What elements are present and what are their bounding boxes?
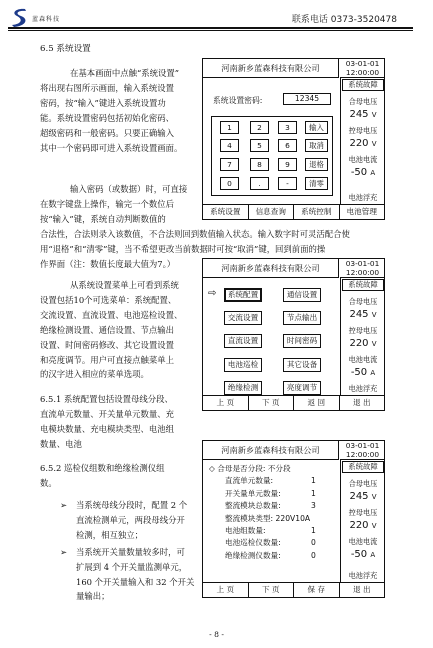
- bullet-list: [60, 498, 200, 604]
- text-line: 作界面（注：数值长度最大值为7。）: [40, 258, 176, 269]
- battery-current-label: 电池电流: [348, 155, 378, 164]
- key-2[interactable]: 2: [250, 121, 269, 134]
- config-row-switch-units[interactable]: 开关量单元数量: 1: [225, 488, 316, 498]
- key-0[interactable]: 0: [220, 177, 239, 190]
- text-line: 绝缘检测设置、通信设置、节点输出: [40, 324, 174, 335]
- config-row-dc-units[interactable]: 直流单元数量: 1: [225, 476, 316, 486]
- subsection-title: 6.5.2 巡检仪组数和绝缘检测仪组: [40, 463, 165, 473]
- text-line: 当系统母线分段时，配置 2 个: [76, 500, 188, 510]
- footer-save[interactable]: 保 存: [294, 583, 340, 597]
- company-logo-icon: [8, 6, 30, 28]
- paragraph-menu: [40, 278, 200, 382]
- text-line: 从系统设置菜单上可看到系统: [70, 280, 179, 290]
- km-voltage-value: 220 V: [349, 520, 377, 531]
- status-panel: [340, 460, 385, 582]
- footer-exit[interactable]: 退 出: [352, 398, 371, 407]
- section-title: 6.5 系统设置: [40, 44, 91, 54]
- text-line: 的汉字进入相应的菜单选项。: [40, 369, 149, 380]
- text-line: 设置包括10个可选菜单：系统配置、: [40, 294, 177, 305]
- screen-footer: [203, 395, 384, 410]
- time-display: 12:00:00: [345, 449, 380, 459]
- time-display: 12:00:00: [345, 267, 380, 277]
- key-9[interactable]: 9: [278, 158, 297, 171]
- footer-exit[interactable]: 退 出: [352, 585, 371, 594]
- menu-battery-inspect[interactable]: 电池巡检: [224, 358, 262, 372]
- battery-current-value: -50 A: [350, 367, 376, 378]
- key-enter[interactable]: 输入: [305, 121, 328, 134]
- text-line: 密码，按“输入”键进入系统设置功: [40, 97, 166, 108]
- key-4[interactable]: 4: [220, 139, 239, 152]
- km-voltage-value: 220 V: [349, 138, 377, 149]
- fault-indicator[interactable]: 系统故障: [342, 279, 384, 291]
- text-line: 设置、时间密码修改、其它设置设置: [40, 339, 174, 350]
- km-voltage-value: 220 V: [349, 338, 377, 349]
- hm-voltage-label: 合母电压: [348, 97, 378, 106]
- footer-prev-page[interactable]: 上 页: [203, 583, 249, 597]
- config-row-battery-groups[interactable]: 电池组数量: 1: [225, 526, 316, 536]
- password-field[interactable]: 12345: [283, 93, 331, 105]
- screen-clock: [340, 259, 385, 278]
- config-row-rectifier-count[interactable]: 整流模块总数量: 3: [225, 501, 316, 511]
- menu-dc-settings[interactable]: 直流设置: [224, 334, 262, 348]
- paragraph-inspector: [40, 461, 200, 491]
- menu-system-config[interactable]: 系统配置: [224, 288, 262, 302]
- menu-node-output[interactable]: 节点输出: [283, 311, 321, 325]
- km-voltage-label: 控母电压: [348, 326, 378, 335]
- hm-voltage-value: 245 V: [349, 309, 377, 320]
- screen-title: 河南新乡蓝森科技有限公司: [203, 259, 339, 278]
- password-label: 系统设置密码:: [213, 96, 263, 105]
- battery-float-status: 电池浮充: [348, 384, 378, 393]
- menu-time-password[interactable]: 时间密码: [283, 334, 321, 348]
- screen-clock: [340, 59, 385, 78]
- text-line: 和亮度调节。用户可直接点触菜单上: [40, 354, 174, 365]
- screen-footer: [203, 582, 384, 597]
- key-7[interactable]: 7: [220, 158, 239, 171]
- hm-voltage-label: 合母电压: [348, 297, 378, 306]
- key-dot[interactable]: .: [250, 177, 269, 190]
- screen-title: 河南新乡蓝森科技有限公司: [203, 441, 339, 460]
- text-line: 检测，相互独立；: [76, 529, 143, 540]
- hm-voltage-label: 合母电压: [348, 479, 378, 488]
- text-line: 数量、电池: [40, 438, 82, 449]
- km-voltage-label: 控母电压: [348, 508, 378, 517]
- status-panel: [340, 78, 385, 204]
- screen-title: 河南新乡蓝森科技有限公司: [203, 59, 339, 78]
- text-line: 输入密码（或数据）时，可直接: [70, 184, 188, 194]
- status-panel: [340, 278, 385, 395]
- screen-system-config: [202, 440, 385, 598]
- screen-footer: [203, 204, 384, 219]
- text-line: 扩展到 4 个开关量监测单元，: [76, 561, 188, 572]
- text-line: 按“输入”键，系统自动判断数值的: [40, 213, 166, 224]
- battery-current-value: -50 A: [350, 549, 376, 560]
- date-display: 03-01-01: [345, 59, 380, 68]
- menu-other-devices[interactable]: 其它设备: [283, 358, 321, 372]
- menu-comm-settings[interactable]: 通信设置: [283, 288, 321, 302]
- menu-brightness[interactable]: 亮度调节: [283, 381, 321, 395]
- battery-current-value: -50 A: [350, 167, 376, 178]
- battery-float-status: 电池浮充: [348, 193, 378, 202]
- keypad: [211, 116, 333, 196]
- key-minus[interactable]: -: [278, 177, 297, 190]
- text-line: 在基本画面中点触“系统设置”: [70, 68, 180, 78]
- time-display: 12:00:00: [345, 67, 380, 77]
- key-backspace[interactable]: 退格: [305, 158, 328, 171]
- footer-prev-page[interactable]: 上 页: [203, 396, 249, 410]
- text-line: 直流检测单元，两段母线分开: [76, 514, 185, 525]
- text-line: 160 个开关量输入和 32 个开关: [76, 576, 195, 587]
- text-line: 在数字键盘上操作，输完一个数位后: [40, 198, 174, 209]
- bullet-arrow-icon: ➢: [60, 546, 68, 557]
- text-line: 能。系统设置密码包括初始化密码、: [40, 112, 174, 123]
- footer-system-settings[interactable]: 系统设置: [203, 205, 249, 219]
- header-rule-thin: [8, 30, 413, 31]
- paragraph-system-config: [40, 392, 200, 452]
- paragraph-password-input: [40, 182, 200, 227]
- battery-current-label: 电池电流: [348, 537, 378, 546]
- key-3[interactable]: 3: [278, 121, 297, 134]
- text-line: 合法性，合法则录入该数值，不合法则回到数值输入状态。输入数字时可灵活配合使: [40, 229, 350, 239]
- config-row-rectifier-type[interactable]: 整流模块类型: 220V10A: [225, 513, 311, 523]
- config-row-inspector-count[interactable]: 电池巡检仪数量: 0: [225, 538, 316, 548]
- text-line: 交流设置、直流设置、电池巡检设置、: [40, 309, 183, 320]
- bullet-arrow-icon: ➢: [60, 500, 68, 510]
- footer-system-control[interactable]: 系统控制: [294, 205, 340, 219]
- text-line: 其中一个密码即可进入系统设置画面。: [40, 142, 183, 153]
- config-row-insulation-count[interactable]: 绝缘检测仪数量: 0: [225, 550, 316, 560]
- key-clear[interactable]: 清零: [305, 177, 328, 190]
- hm-voltage-value: 245 V: [349, 491, 377, 502]
- screen-settings-menu: [202, 258, 385, 411]
- key-5[interactable]: 5: [250, 139, 269, 152]
- subsection-title: 6.5.1 系统配置包括设置母线分段、: [40, 394, 173, 404]
- paragraph-system-setting: [40, 66, 200, 155]
- text-line: 将出现右图所示画面，输入系统设置: [40, 82, 174, 93]
- date-display: 03-01-01: [345, 259, 380, 268]
- screen-clock: [340, 441, 385, 460]
- text-line: 电模块数量、充电模块类型、电池组: [40, 423, 174, 434]
- page-number: - 8 -: [209, 630, 224, 639]
- bullet-item: [60, 545, 200, 605]
- key-6[interactable]: 6: [278, 139, 297, 152]
- key-8[interactable]: 8: [250, 158, 269, 171]
- contact-phone: 联系电话 0373-3520478: [291, 15, 397, 25]
- footer-next-page[interactable]: 下 页: [249, 396, 295, 410]
- footer-next-page[interactable]: 下 页: [249, 583, 295, 597]
- screen-password: [202, 58, 385, 220]
- text-line: 当系统开关量数量较多时，可: [76, 546, 185, 557]
- config-row-bus-split[interactable]: ◇ 合母是否分段: 不分段: [209, 464, 291, 473]
- key-cancel[interactable]: 取消: [305, 139, 328, 152]
- hm-voltage-value: 245 V: [349, 109, 377, 120]
- fault-indicator[interactable]: 系统故障: [342, 461, 384, 473]
- header-rule: [8, 27, 413, 29]
- footer-back[interactable]: 返 回: [294, 396, 340, 410]
- text-line: 超级密码和一般密码。只要正确输入: [40, 127, 174, 138]
- battery-current-label: 电池电流: [348, 355, 378, 364]
- km-voltage-label: 控母电压: [348, 126, 378, 135]
- battery-float-status: 电池浮充: [348, 571, 378, 580]
- date-display: 03-01-01: [345, 441, 380, 450]
- menu-ac-settings[interactable]: 交流设置: [224, 311, 262, 325]
- config-list: [209, 463, 316, 562]
- footer-info-query[interactable]: 信息查询: [249, 205, 295, 219]
- key-1[interactable]: 1: [220, 121, 239, 134]
- bullet-item: [60, 498, 200, 543]
- fault-indicator[interactable]: 系统故障: [342, 79, 384, 91]
- text-line: 数。: [40, 477, 57, 488]
- footer-battery-management[interactable]: 电池管理: [346, 207, 377, 216]
- text-line: 直流单元数量、开关量单元数量、充: [40, 408, 174, 419]
- text-line: 用“退格”和“清零”键，当不希望更改当前数据时可按“取消”键，回到前面的操: [40, 243, 326, 254]
- menu-insulation-detect[interactable]: 绝缘检测: [224, 381, 262, 395]
- brand-name: 蓝森科技: [32, 16, 61, 23]
- pointer-arrow-icon: ⇨: [208, 288, 217, 299]
- text-line: 量输出；: [76, 591, 110, 602]
